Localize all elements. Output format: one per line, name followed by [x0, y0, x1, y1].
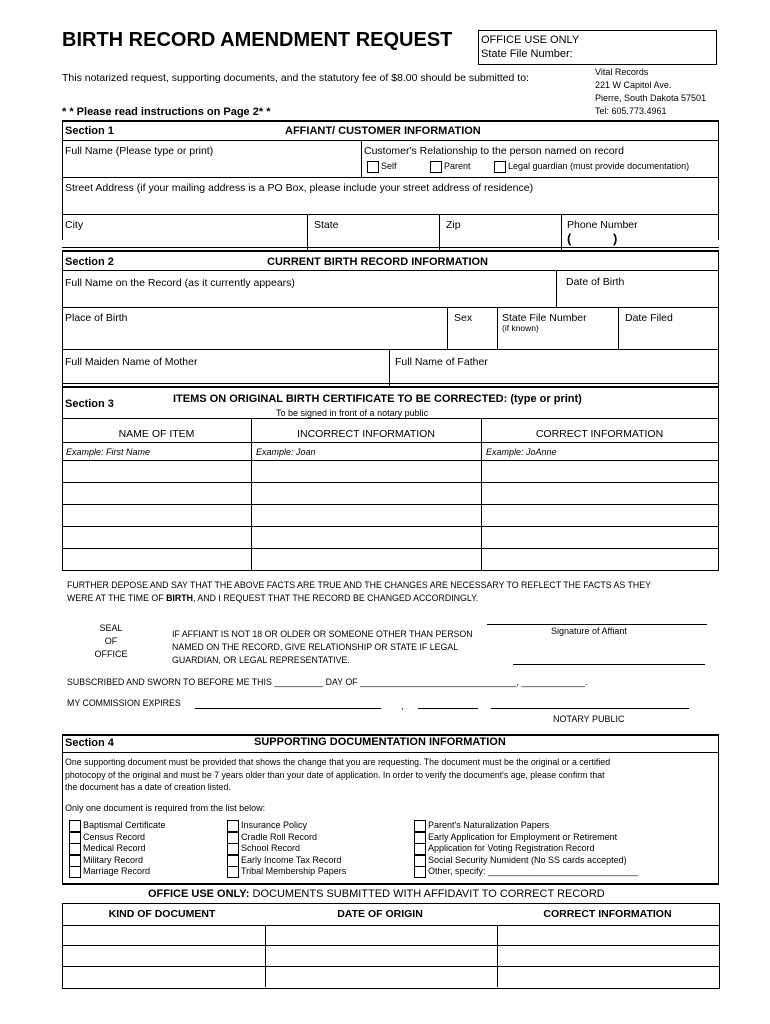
section1-label: Section 1 — [65, 125, 114, 137]
doc-option-label: Marriage Record — [83, 866, 151, 876]
correct-information-header: CORRECT INFORMATION — [543, 908, 672, 920]
doc-option-label: Cradle Roll Record — [241, 832, 318, 842]
zip-input[interactable] — [446, 232, 560, 248]
correct-info-input[interactable] — [486, 485, 718, 503]
parent-option-label: Parent — [444, 161, 471, 171]
doc-option-label: Social Security Numident (No SS cards accepted) — [428, 855, 627, 865]
place-of-birth-input[interactable] — [65, 330, 444, 346]
office-use-box — [478, 30, 717, 65]
legal-guardian-option-label: Legal guardian (must provide documentation) — [508, 161, 690, 171]
address-line: 221 W Capitol Ave. — [595, 80, 672, 90]
date-filed-input[interactable] — [625, 330, 717, 346]
commission-year-line[interactable] — [418, 708, 478, 709]
seal-label — [88, 622, 134, 661]
phone-number-input[interactable] — [625, 232, 717, 248]
page-title: BIRTH RECORD AMENDMENT REQUEST — [62, 29, 453, 51]
relationship-label: Customer's Relationship to the person named on record — [364, 145, 624, 157]
section3-label: Section 3 — [65, 398, 114, 410]
section4-heading: SUPPORTING DOCUMENTATION INFORMATION — [254, 736, 506, 748]
notary-public-label: NOTARY PUBLIC — [553, 714, 625, 724]
supporting-doc-instructions — [65, 756, 715, 794]
city-input[interactable] — [65, 232, 304, 248]
name-of-item-header: NAME OF ITEM — [118, 428, 195, 440]
doc-option-label: Military Record — [83, 855, 144, 865]
parent-checkbox[interactable] — [430, 161, 442, 173]
item-name-input[interactable] — [66, 485, 250, 503]
kind-of-document-input[interactable] — [66, 928, 264, 945]
office-use-label: OFFICE USE ONLY — [481, 34, 580, 46]
date-of-origin-input[interactable] — [269, 948, 497, 965]
minor-note-line: NAMED ON THE RECORD, GIVE RELATIONSHIP OR STATE IF LEGAL — [172, 642, 459, 652]
record-full-name-label: Full Name on the Record (as it currently appears) — [65, 277, 295, 289]
example-incorrect: Example: Joan — [256, 447, 316, 457]
instructions-line: the document has a date of creation listed. — [65, 782, 231, 792]
marriage-record-checkbox[interactable] — [69, 866, 81, 878]
incorrect-info-input[interactable] — [256, 551, 480, 569]
self-checkbox[interactable] — [367, 161, 379, 173]
place-of-birth-label: Place of Birth — [65, 312, 128, 324]
depose-line-1: FURTHER DEPOSE AND SAY THAT THE ABOVE FACTS ARE TRUE AND THE CHANGES ARE NECESSARY TO REFLECT THE FACTS AS THEY — [67, 580, 652, 590]
example-item: Example: First Name — [66, 447, 151, 457]
doc-option-label: School Record — [241, 843, 301, 853]
depose-line-2 — [67, 593, 478, 603]
intro-text: This notarized request, supporting documents, and the statutory fee of $8.00 should be submitted to: — [62, 72, 529, 84]
instructions-note: * * Please read instructions on Page 2* * — [62, 106, 271, 118]
mother-name-input[interactable] — [65, 368, 387, 384]
legal-guardian-checkbox[interactable] — [494, 161, 506, 173]
doc-option-label: Baptismal Certificate — [83, 820, 166, 830]
seal-line: SEAL — [99, 623, 123, 633]
phone-paren-close: ) — [613, 231, 618, 246]
seal-line: OF — [104, 636, 118, 646]
state-file-number-label: State File Number — [502, 312, 587, 324]
full-name-label: Full Name (Please type or print) — [65, 145, 214, 157]
mother-name-label: Full Maiden Name of Mother — [65, 356, 198, 368]
doc-option-label: Medical Record — [83, 843, 146, 853]
incorrect-info-header: INCORRECT INFORMATION — [297, 428, 435, 440]
item-name-input[interactable] — [66, 551, 250, 569]
office-use-bold: OFFICE USE ONLY: — [148, 888, 250, 900]
full-name-input[interactable] — [65, 159, 359, 177]
minor-affiant-note — [172, 628, 473, 667]
doc-option-label: Parent's Naturalization Papers — [428, 820, 550, 830]
office-correct-info-input[interactable] — [501, 969, 717, 986]
street-address-label: Street Address (if your mailing address is a PO Box, please include your street address of residence) — [65, 182, 534, 194]
school-record-checkbox[interactable] — [227, 843, 239, 855]
notary-signature-line[interactable] — [491, 708, 689, 709]
incorrect-info-input[interactable] — [256, 529, 480, 547]
item-name-input[interactable] — [66, 507, 250, 525]
date-filed-label: Date Filed — [625, 312, 673, 324]
date-of-birth-label: Date of Birth — [566, 276, 625, 288]
correct-info-header: CORRECT INFORMATION — [535, 428, 664, 440]
subscribed-sworn-line: SUBSCRIBED AND SWORN TO BEFORE ME THIS __________ DAY OF ________________________________, _____________. — [67, 677, 588, 687]
commission-expires-label: MY COMMISSION EXPIRES — [67, 698, 181, 708]
incorrect-info-input[interactable] — [256, 507, 480, 525]
sex-label: Sex — [454, 312, 473, 324]
date-of-origin-header: DATE OF ORIGIN — [337, 908, 423, 920]
section2-heading: CURRENT BIRTH RECORD INFORMATION — [267, 256, 489, 268]
doc-option-label: Other, specify: ______________________________ — [428, 866, 639, 876]
baptismal-certificate-checkbox[interactable] — [69, 820, 81, 832]
section2-label: Section 2 — [65, 256, 114, 268]
office-correct-info-input[interactable] — [501, 928, 717, 945]
section1-heading: AFFIANT/ CUSTOMER INFORMATION — [285, 125, 481, 137]
state-file-number-input[interactable] — [502, 334, 616, 349]
office-use-rest: DOCUMENTS SUBMITTED WITH AFFIDAVIT TO CORRECT RECORD — [249, 888, 605, 900]
zip-label: Zip — [446, 219, 461, 231]
tribal-membership-checkbox[interactable] — [227, 866, 239, 878]
record-full-name-input[interactable] — [65, 292, 554, 308]
state-label: State — [314, 219, 339, 231]
depose-text: WERE AT THE TIME OF — [67, 593, 167, 603]
phone-paren-open: ( — [567, 231, 572, 246]
voting-registration-checkbox[interactable] — [414, 843, 426, 855]
section4-label: Section 4 — [65, 737, 114, 749]
section3-heading: ITEMS ON ORIGINAL BIRTH CERTIFICATE TO BE CORRECTED: (type or print) — [173, 393, 582, 405]
self-option-label: Self — [381, 161, 397, 171]
state-input[interactable] — [314, 232, 438, 248]
phone-number-label: Phone Number — [567, 219, 638, 231]
item-name-input[interactable] — [66, 463, 250, 481]
doc-option-label: Early Application for Employment or Retirement — [428, 832, 618, 842]
doc-option-label: Insurance Policy — [241, 820, 308, 830]
date-of-birth-input[interactable] — [562, 290, 716, 306]
kind-of-document-input[interactable] — [66, 969, 264, 986]
insurance-policy-checkbox[interactable] — [227, 820, 239, 832]
address-line: Tel: 605.773.4961 — [595, 106, 667, 116]
state-file-number-label: State File Number: — [481, 48, 573, 60]
date-of-origin-input[interactable] — [269, 969, 497, 986]
father-name-label: Full Name of Father — [395, 356, 488, 368]
minor-note-line: IF AFFIANT IS NOT 18 OR OLDER OR SOMEONE OTHER THAN PERSON — [172, 629, 473, 639]
doc-option-label: Early Income Tax Record — [241, 855, 342, 865]
kind-of-document-header: KIND OF DOCUMENT — [108, 908, 216, 920]
relationship-line[interactable] — [513, 664, 705, 665]
commission-expires-line[interactable] — [195, 708, 381, 709]
correct-info-input[interactable] — [486, 551, 718, 569]
medical-record-checkbox[interactable] — [69, 843, 81, 855]
depose-text: , AND I REQUEST THAT THE RECORD BE CHANGED ACCORDINGLY. — [192, 593, 479, 603]
incorrect-info-input[interactable] — [256, 485, 480, 503]
state-file-number-note: (if known) — [502, 323, 539, 333]
instructions-line: One supporting document must be provided that shows the change that you are requesting. The document must be the original or a certified — [65, 757, 611, 767]
kind-of-document-input[interactable] — [66, 948, 264, 965]
seal-line: OFFICE — [94, 649, 128, 659]
city-label: City — [65, 219, 84, 231]
correct-info-input[interactable] — [486, 507, 718, 525]
office-correct-info-input[interactable] — [501, 948, 717, 965]
address-line: Vital Records — [595, 67, 649, 77]
signature-affiant-label: Signature of Affiant — [551, 626, 627, 636]
notary-requirement-note: To be signed in front of a notary public — [276, 408, 429, 418]
address-line: Pierre, South Dakota 57501 — [595, 93, 707, 103]
sex-input[interactable] — [454, 330, 498, 346]
depose-birth-word: BIRTH — [166, 593, 193, 603]
date-of-origin-input[interactable] — [269, 928, 497, 945]
affiant-signature-line[interactable] — [487, 624, 707, 625]
example-correct: Example: JoAnne — [486, 447, 557, 457]
father-name-input[interactable] — [395, 368, 717, 384]
minor-note-line: GUARDIAN, OR LEGAL REPRESENTATIVE. — [172, 655, 350, 665]
office-use-heading — [148, 888, 605, 900]
doc-option-label: Census Record — [83, 832, 146, 842]
doc-option-label: Tribal Membership Papers — [241, 866, 347, 876]
item-name-input[interactable] — [66, 529, 250, 547]
other-specify-checkbox[interactable] — [414, 866, 426, 878]
correct-info-input[interactable] — [486, 529, 718, 547]
only-one-doc-note: Only one document is required from the list below: — [65, 803, 266, 813]
incorrect-info-input[interactable] — [256, 463, 480, 481]
doc-option-label: Application for Voting Registration Record — [428, 843, 595, 853]
street-address-input[interactable] — [65, 196, 714, 214]
commission-comma: , — [401, 701, 404, 711]
naturalization-papers-checkbox[interactable] — [414, 820, 426, 832]
instructions-line: photocopy of the original and must be 7 years older than your date of application. In order to verify the document's age, please confirm that — [65, 769, 605, 780]
correct-info-input[interactable] — [486, 463, 718, 481]
